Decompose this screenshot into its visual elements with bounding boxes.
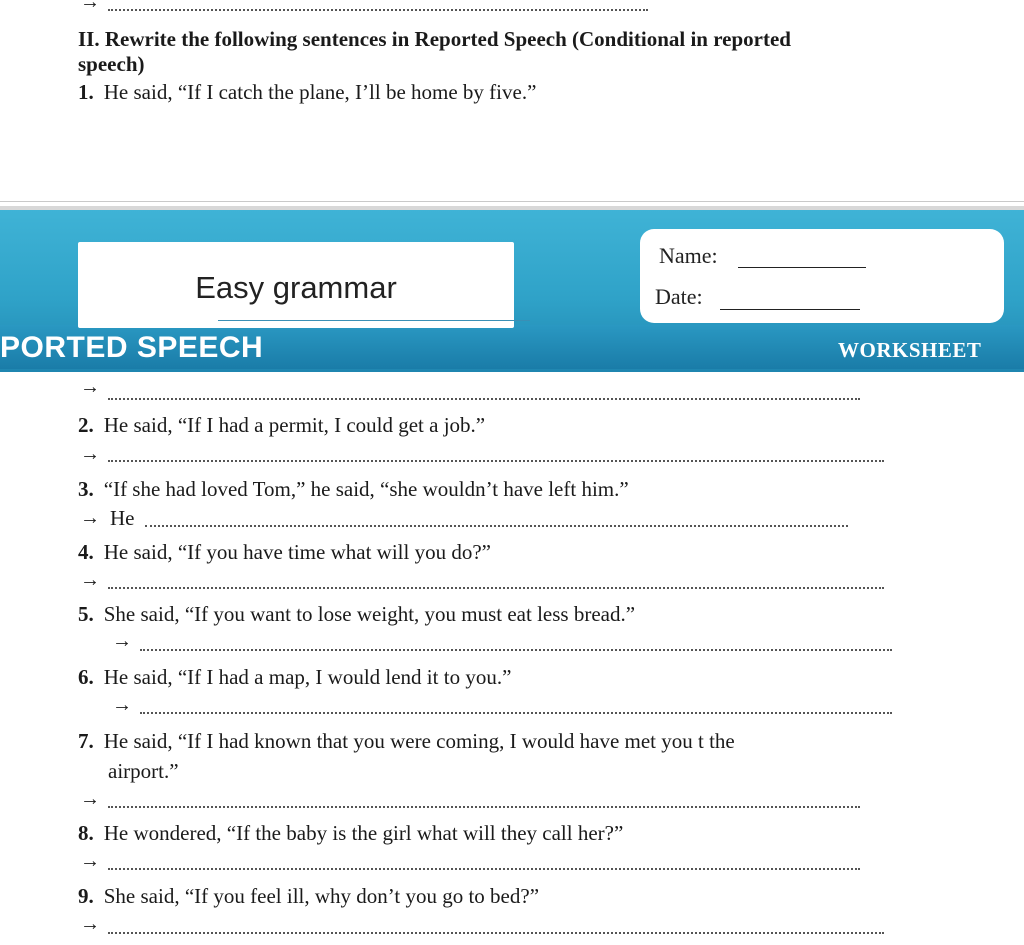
question-8 [78,821,623,845]
section-heading-line2: speech) [78,52,145,76]
answer-line[interactable] [108,9,648,11]
question-3 [78,477,629,501]
answer-line[interactable] [108,806,860,808]
banner-right-text: WORKSHEET [838,338,982,362]
answer-arrow: → [80,0,100,13]
question-number: 8. [78,821,94,845]
answer-line[interactable] [108,868,860,870]
question-text: She said, “If you feel ill, why don’t you go to bed?” [103,884,540,908]
name-field[interactable] [738,267,866,268]
answer-line[interactable] [108,587,884,589]
question-6 [78,665,511,689]
answer-line[interactable] [108,398,860,400]
question-text: He said, “If I catch the plane, I’ll be home by five.” [103,80,537,104]
name-date-box [640,229,1004,323]
answer-arrow: → [80,850,100,872]
question-text: He said, “If I had a map, I would lend it to you.” [103,665,512,689]
question-7 [78,729,735,753]
answer-arrow: → [80,376,100,398]
answer-prefix: He [110,506,135,530]
question-9 [78,884,539,908]
answer-arrow: → [112,694,132,716]
answer-line[interactable] [140,712,892,714]
question-number: 9. [78,884,94,908]
answer-arrow: → [80,788,100,810]
answer-arrow: → [80,913,100,935]
title-underline [218,320,530,321]
answer-arrow: → [80,443,100,465]
question-1 [78,80,536,104]
question-number: 5. [78,602,94,626]
question-5 [78,602,635,626]
divider [0,201,1024,202]
question-text: He said, “If I had known that you were coming, I would have met you t the [103,729,735,753]
question-text: He said, “If you have time what will you do?” [103,540,491,564]
question-2 [78,413,485,437]
answer-line[interactable] [108,932,884,934]
title-box [78,242,514,328]
banner-left-text: PORTED SPEECH [0,331,264,364]
section-heading-line1: II. Rewrite the following sentences in Reported Speech (Conditional in reported [78,27,791,51]
question-number: 1. [78,80,94,104]
question-7-continued: airport.” [108,759,179,783]
question-text: “If she had loved Tom,” he said, “she wouldn’t have left him.” [103,477,629,501]
question-number: 7. [78,729,94,753]
answer-arrow: → [112,630,132,652]
question-text: He said, “If I had a permit, I could get a job.” [103,413,486,437]
question-number: 4. [78,540,94,564]
answer-arrow: → [80,569,100,591]
question-text: She said, “If you want to lose weight, you must eat less bread.” [103,602,636,626]
question-number: 2. [78,413,94,437]
banner-title: Easy grammar [195,270,397,305]
date-label: Date: [655,284,703,309]
name-label: Name: [659,243,718,268]
question-number: 3. [78,477,94,501]
answer-line[interactable] [145,525,848,527]
date-field[interactable] [720,309,860,310]
answer-line[interactable] [140,649,892,651]
answer-line[interactable] [108,460,884,462]
answer-arrow: → [80,507,100,529]
question-4 [78,540,491,564]
question-number: 6. [78,665,94,689]
question-text: He wondered, “If the baby is the girl what will they call her?” [103,821,624,845]
